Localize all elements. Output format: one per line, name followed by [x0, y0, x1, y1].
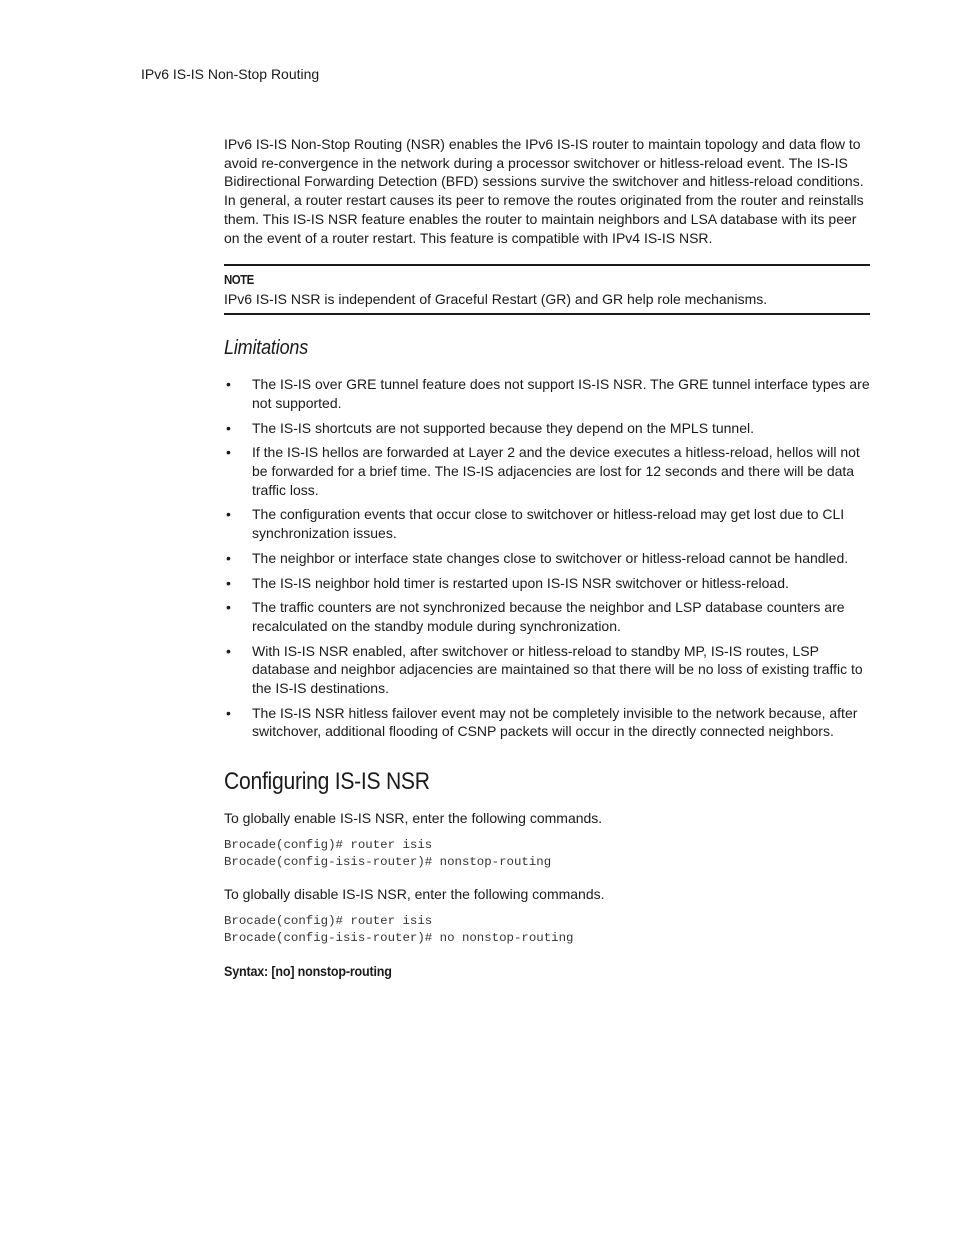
list-item: [224, 642, 870, 698]
syntax-line: Syntax: [no] nonstop-routing: [224, 964, 392, 980]
list-item: [224, 549, 870, 568]
page-content: [224, 135, 870, 981]
list-item: [224, 443, 870, 499]
list-item-text: The traffic counters are not synchronized because the neighbor and LSP database counters are recalculated on the standby module during synchronization.: [252, 599, 845, 634]
list-item: [224, 505, 870, 542]
configuring-heading: Configuring IS-IS NSR: [224, 768, 430, 796]
bullet-icon: •: [226, 704, 231, 721]
limitations-list: [224, 375, 870, 741]
list-item-text: The IS-IS neighbor hold timer is restarted upon IS-IS NSR switchover or hitless-reload.: [252, 574, 789, 591]
list-item-text: If the IS-IS hellos are forwarded at Layer 2 and the device executes a hitless-reload, hellos will not be forwarded for a brief time. The IS-IS adjacencies are lost for 12 seconds and there will be data traffic loss.: [252, 444, 860, 498]
note-box: [224, 264, 870, 315]
bullet-icon: •: [226, 376, 231, 393]
bullet-icon: •: [226, 549, 231, 566]
enable-code-block: Brocade(config)# router isis Brocade(config-isis-router)# nonstop-routing: [224, 838, 552, 870]
running-header: IPv6 IS-IS Non-Stop Routing: [141, 66, 320, 82]
bullet-icon: •: [226, 599, 231, 616]
list-item-text: The IS-IS NSR hitless failover event may not be completely invisible to the network because, after switchover, additional flooding of CSNP packets will occur in the directly connected neighbors.: [252, 704, 858, 740]
note-text: IPv6 IS-IS NSR is independent of Graceful Restart (GR) and GR help role mechanisms.: [224, 291, 768, 308]
list-item-text: The IS-IS over GRE tunnel feature does not support IS-IS NSR. The GRE tunnel interface types are not supported.: [252, 376, 870, 411]
list-item-text: The neighbor or interface state changes close to switchover or hitless-reload cannot be handled.: [252, 549, 849, 566]
intro-paragraph: IPv6 IS-IS Non-Stop Routing (NSR) enables the IPv6 IS-IS router to maintain topology and data flow to avoid re-convergence in the network during a processor switchover or hitless-reload event. The IS-IS Bidirectional Forwarding Detection (BFD) sessions survive the switchover and hitless-reload conditions. In general, a router restart causes its peer to remove the routes originated from the router and reinstalls them. This IS-IS NSR feature enables the router to maintain neighbors and LSA database with its peer on the event of a router restart. This feature is compatible with IPv4 IS-IS NSR.: [224, 136, 864, 246]
disable-code-block: Brocade(config)# router isis Brocade(config-isis-router)# no nonstop-routing: [224, 914, 574, 946]
limitations-heading: Limitations: [224, 337, 309, 360]
bullet-icon: •: [226, 506, 231, 523]
list-item-text: The IS-IS shortcuts are not supported because they depend on the MPLS tunnel.: [252, 419, 754, 436]
list-item: [224, 375, 870, 412]
list-item: [224, 598, 870, 635]
list-item-text: The configuration events that occur close to switchover or hitless-reload may get lost due to CLI synchronization issues.: [252, 506, 845, 542]
list-item: [224, 419, 870, 438]
enable-instructions: To globally enable IS-IS NSR, enter the following commands.: [224, 810, 603, 827]
bullet-icon: •: [226, 444, 231, 461]
list-item: [224, 704, 870, 741]
list-item-text: With IS-IS NSR enabled, after switchover or hitless-reload to standby MP, IS-IS routes, LSP database and neighbor adjacencies are maintained so that there will be no loss of existing traffic to the IS-IS destinations.: [252, 642, 863, 697]
disable-instructions: To globally disable IS-IS NSR, enter the following commands.: [224, 886, 605, 903]
bullet-icon: •: [226, 642, 231, 659]
bullet-icon: •: [226, 419, 231, 436]
bullet-icon: •: [226, 574, 231, 591]
note-label: NOTE: [224, 272, 254, 288]
list-item: [224, 574, 870, 593]
